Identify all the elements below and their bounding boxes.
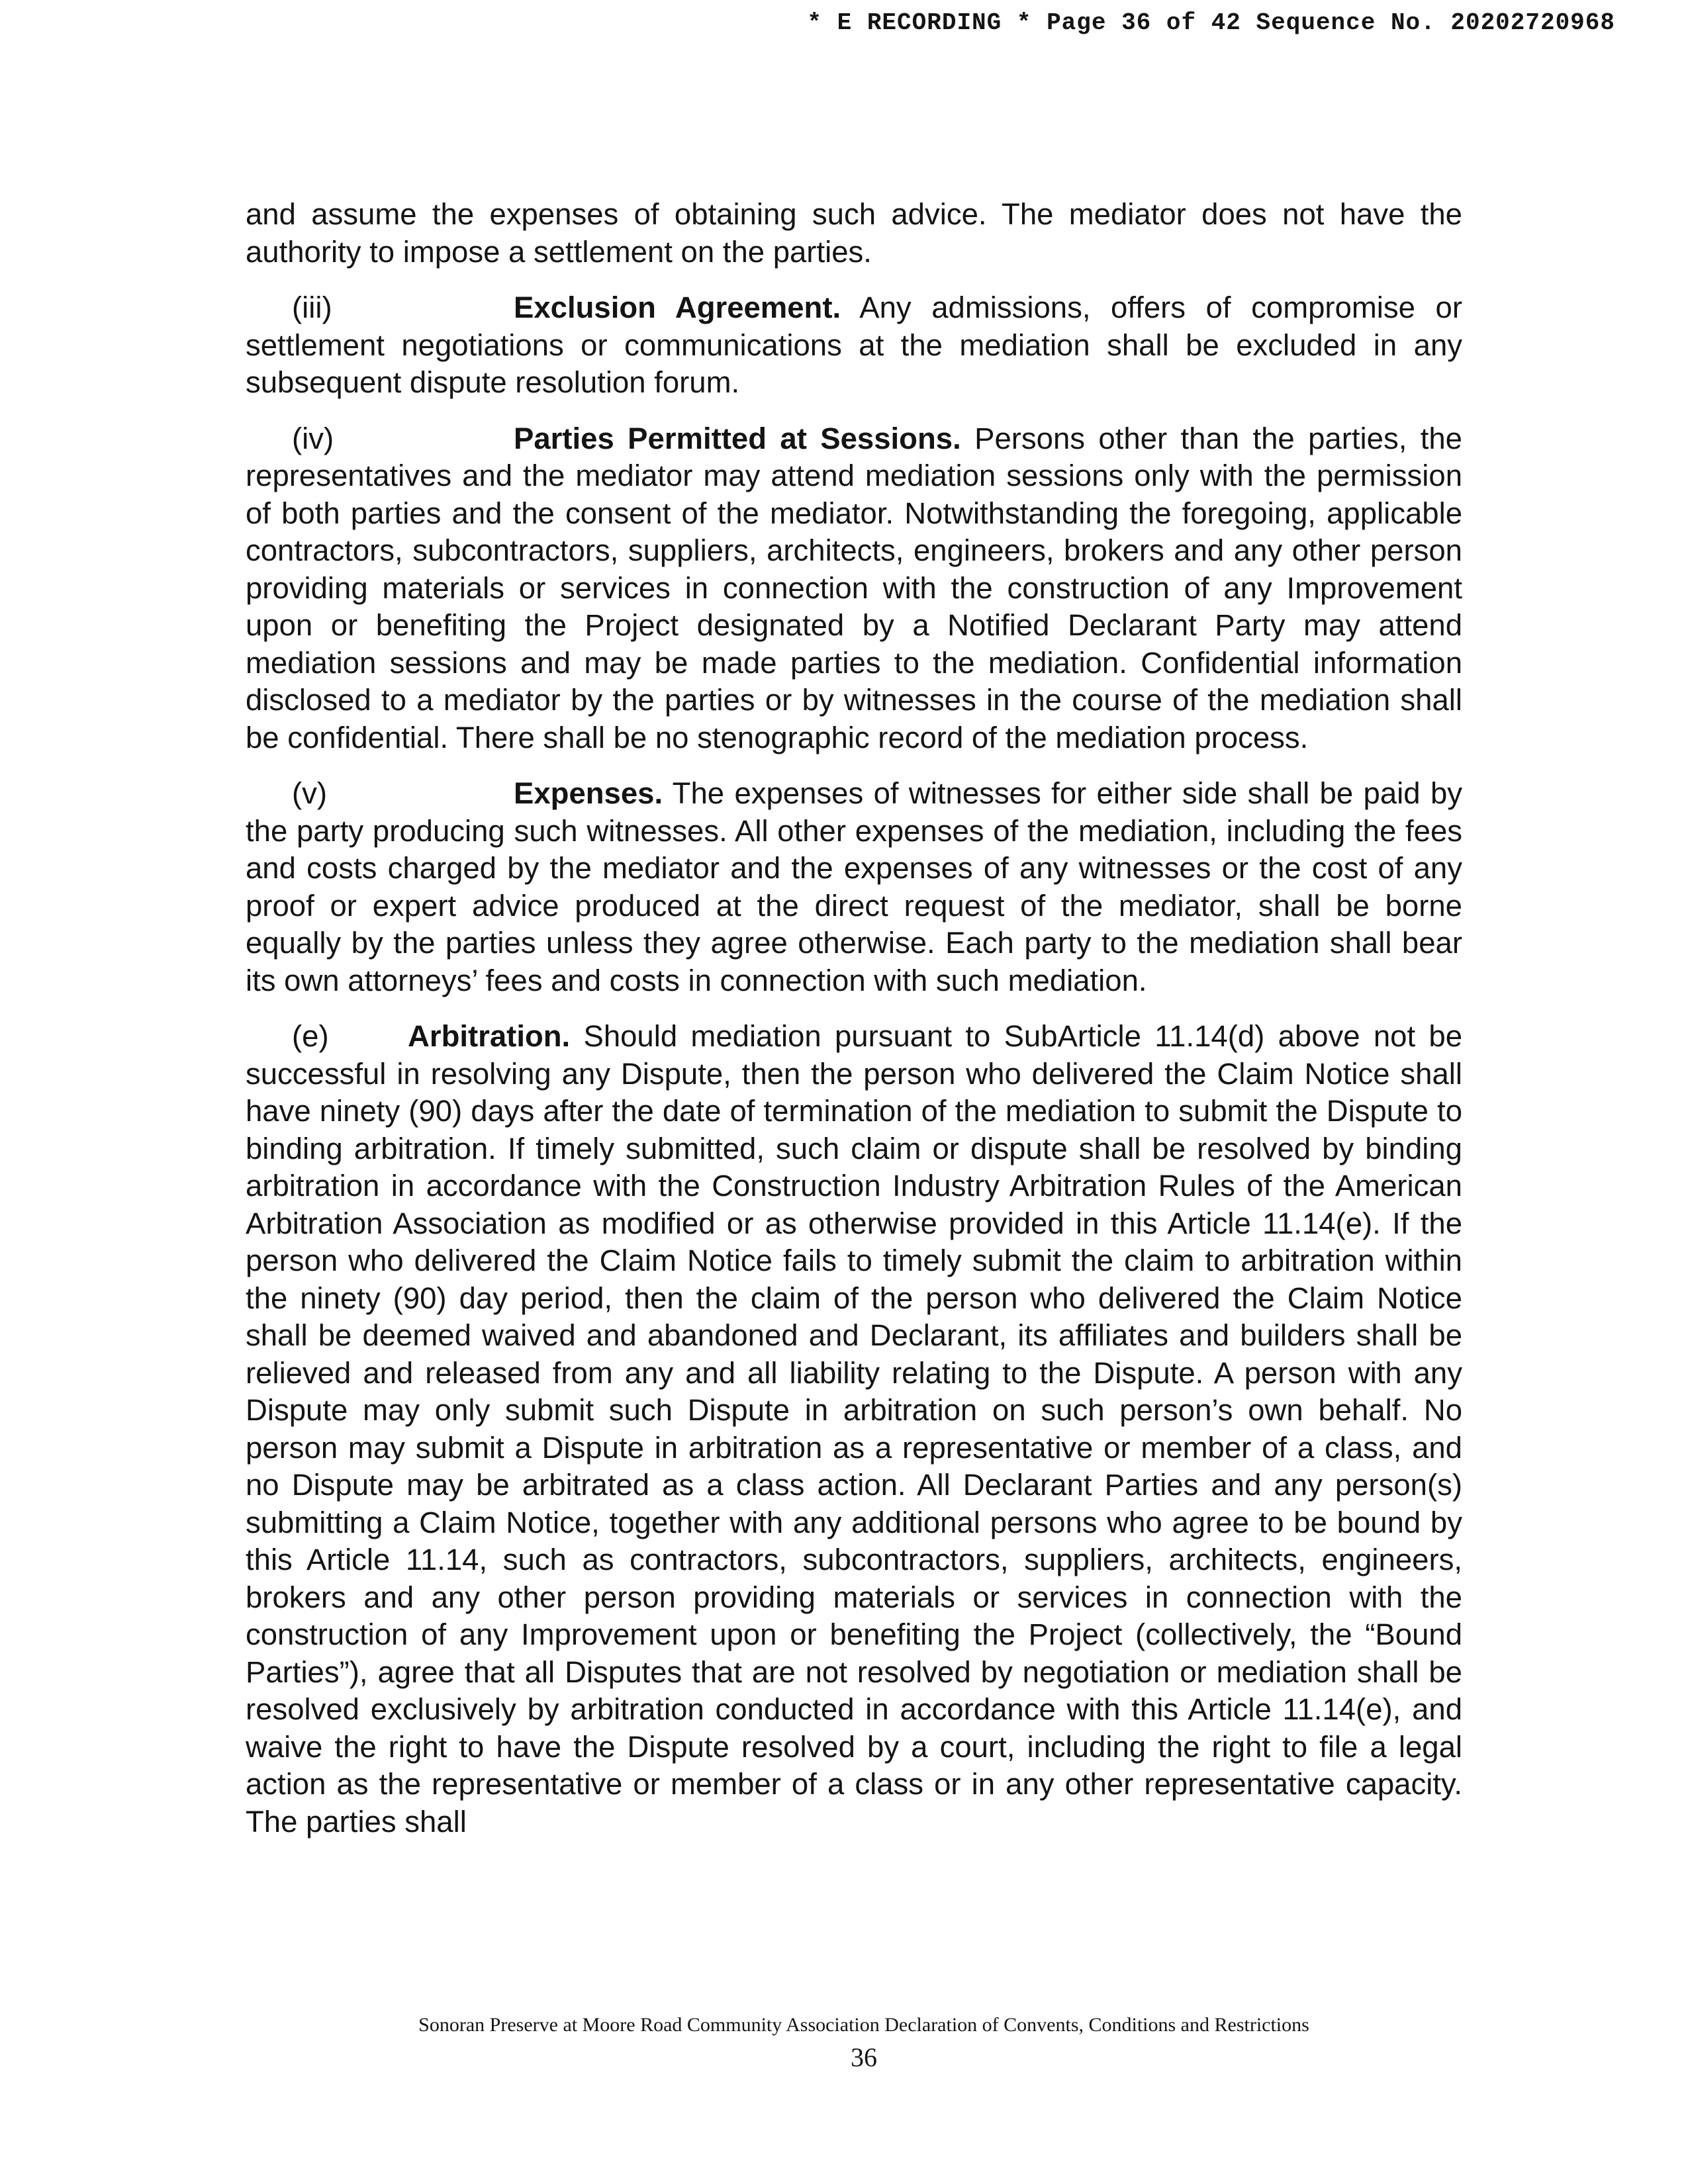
paragraph-heading: Parties Permitted at Sessions.	[514, 421, 961, 455]
paragraph-heading: Expenses.	[514, 776, 663, 810]
page-footer	[0, 2012, 1688, 2074]
paragraph-iv	[246, 420, 1462, 757]
paragraph-number: (iii)	[292, 291, 332, 324]
footer-document-title: Sonoran Preserve at Moore Road Community Association Declaration of Convents, Conditions and Restrictions	[418, 2014, 1309, 2036]
paragraph-v	[246, 775, 1462, 999]
paragraph-e	[246, 1018, 1462, 1841]
paragraph-text: Should mediation pursuant to SubArticle 11.14(d) above not be successful in resolving any Dispute, then the person who delivered the Claim Notice shall have ninety (90) days after the date of termination of the mediation to submit the Dispute to binding arbitration. If timely submitted, such claim or dispute shall be resolved by binding arbitration in accordance with the Construction Industry Arbitration Rules of the American Arbitration Association as modified or as otherwise provided in this Article 11.14(e). If the person who delivered the Claim Notice fails to timely submit the claim to arbitration within the ninety (90) day period, then the claim of the person who delivered the Claim Notice shall be deemed waived and abandoned and Declarant, its affiliates and builders shall be relieved and released from any and all liability relating to the Dispute. A person with any Dispute may only submit such Dispute in arbitration on such person’s own behalf. No person may submit a Dispute in arbitration as a representative or member of a class, and no Dispute may be arbitrated as a class action. All Declarant Parties and any person(s) submitting a Claim Notice, together with any additional persons who agree to be bound by this Article 11.14, such as contractors, subcontractors, suppliers, architects, engineers, brokers and any other person providing materials or services in connection with the construction of any Improvement upon or benefiting the Project (collectively, the “Bound Parties”), agree that all Disputes that are not resolved by negotiation or mediation shall be resolved exclusively by arbitration conducted in accordance with this Article 11.14(e), and waive the right to have the Dispute resolved by a court, including the right to file a legal action as the representative or member of a class or in any other representative capacity. The parties shall	[246, 1019, 1462, 1839]
paragraph-text: Persons other than the parties, the representatives and the mediator may attend mediation sessions only with the permission of both parties and the consent of the mediator. Notwithstanding the foregoing, applicable contractors, subcontractors, suppliers, architects, engineers, brokers and any other person providing materials or services in connection with the construction of any Improvement upon or benefiting the Project designated by a Notified Declarant Party may attend mediation sessions and may be made parties to the mediation. Confidential information disclosed to a mediator by the parties or by witnesses in the course of the mediation shall be confidential. There shall be no stenographic record of the mediation process.	[246, 421, 1462, 754]
paragraph-continuation: and assume the expenses of obtaining such advice. The mediator does not have the authority to impose a settlement on the parties.	[246, 197, 1462, 269]
paragraph-heading: Exclusion Agreement.	[514, 291, 841, 324]
paragraph-number: (iv)	[292, 421, 334, 455]
paragraph-heading: Arbitration.	[408, 1019, 571, 1053]
paragraph-text: The expenses of witnesses for either side shall be paid by the party producing such witnesses. All other expenses of the mediation, including the fees and costs charged by the mediator and the expenses of any witnesses or the cost of any proof or expert advice produced at the direct request of the mediator, shall be borne equally by the parties unless they agree otherwise. Each party to the mediation shall bear its own attorneys’ fees and costs in connection with such mediation.	[246, 776, 1462, 997]
paragraph-number: (v)	[292, 776, 328, 810]
recording-header: * E RECORDING * Page 36 of 42 Sequence No. 20202720968	[807, 9, 1615, 36]
paragraph-number: (e)	[292, 1019, 329, 1053]
paragraph-text: Any admissions, offers of compromise or settlement negotiations or communications at the mediation shall be excluded in any subsequent dispute resolution forum.	[246, 291, 1462, 399]
page-number: 36	[851, 2042, 877, 2072]
paragraph-iii	[246, 289, 1462, 402]
document-body	[246, 196, 1462, 1859]
